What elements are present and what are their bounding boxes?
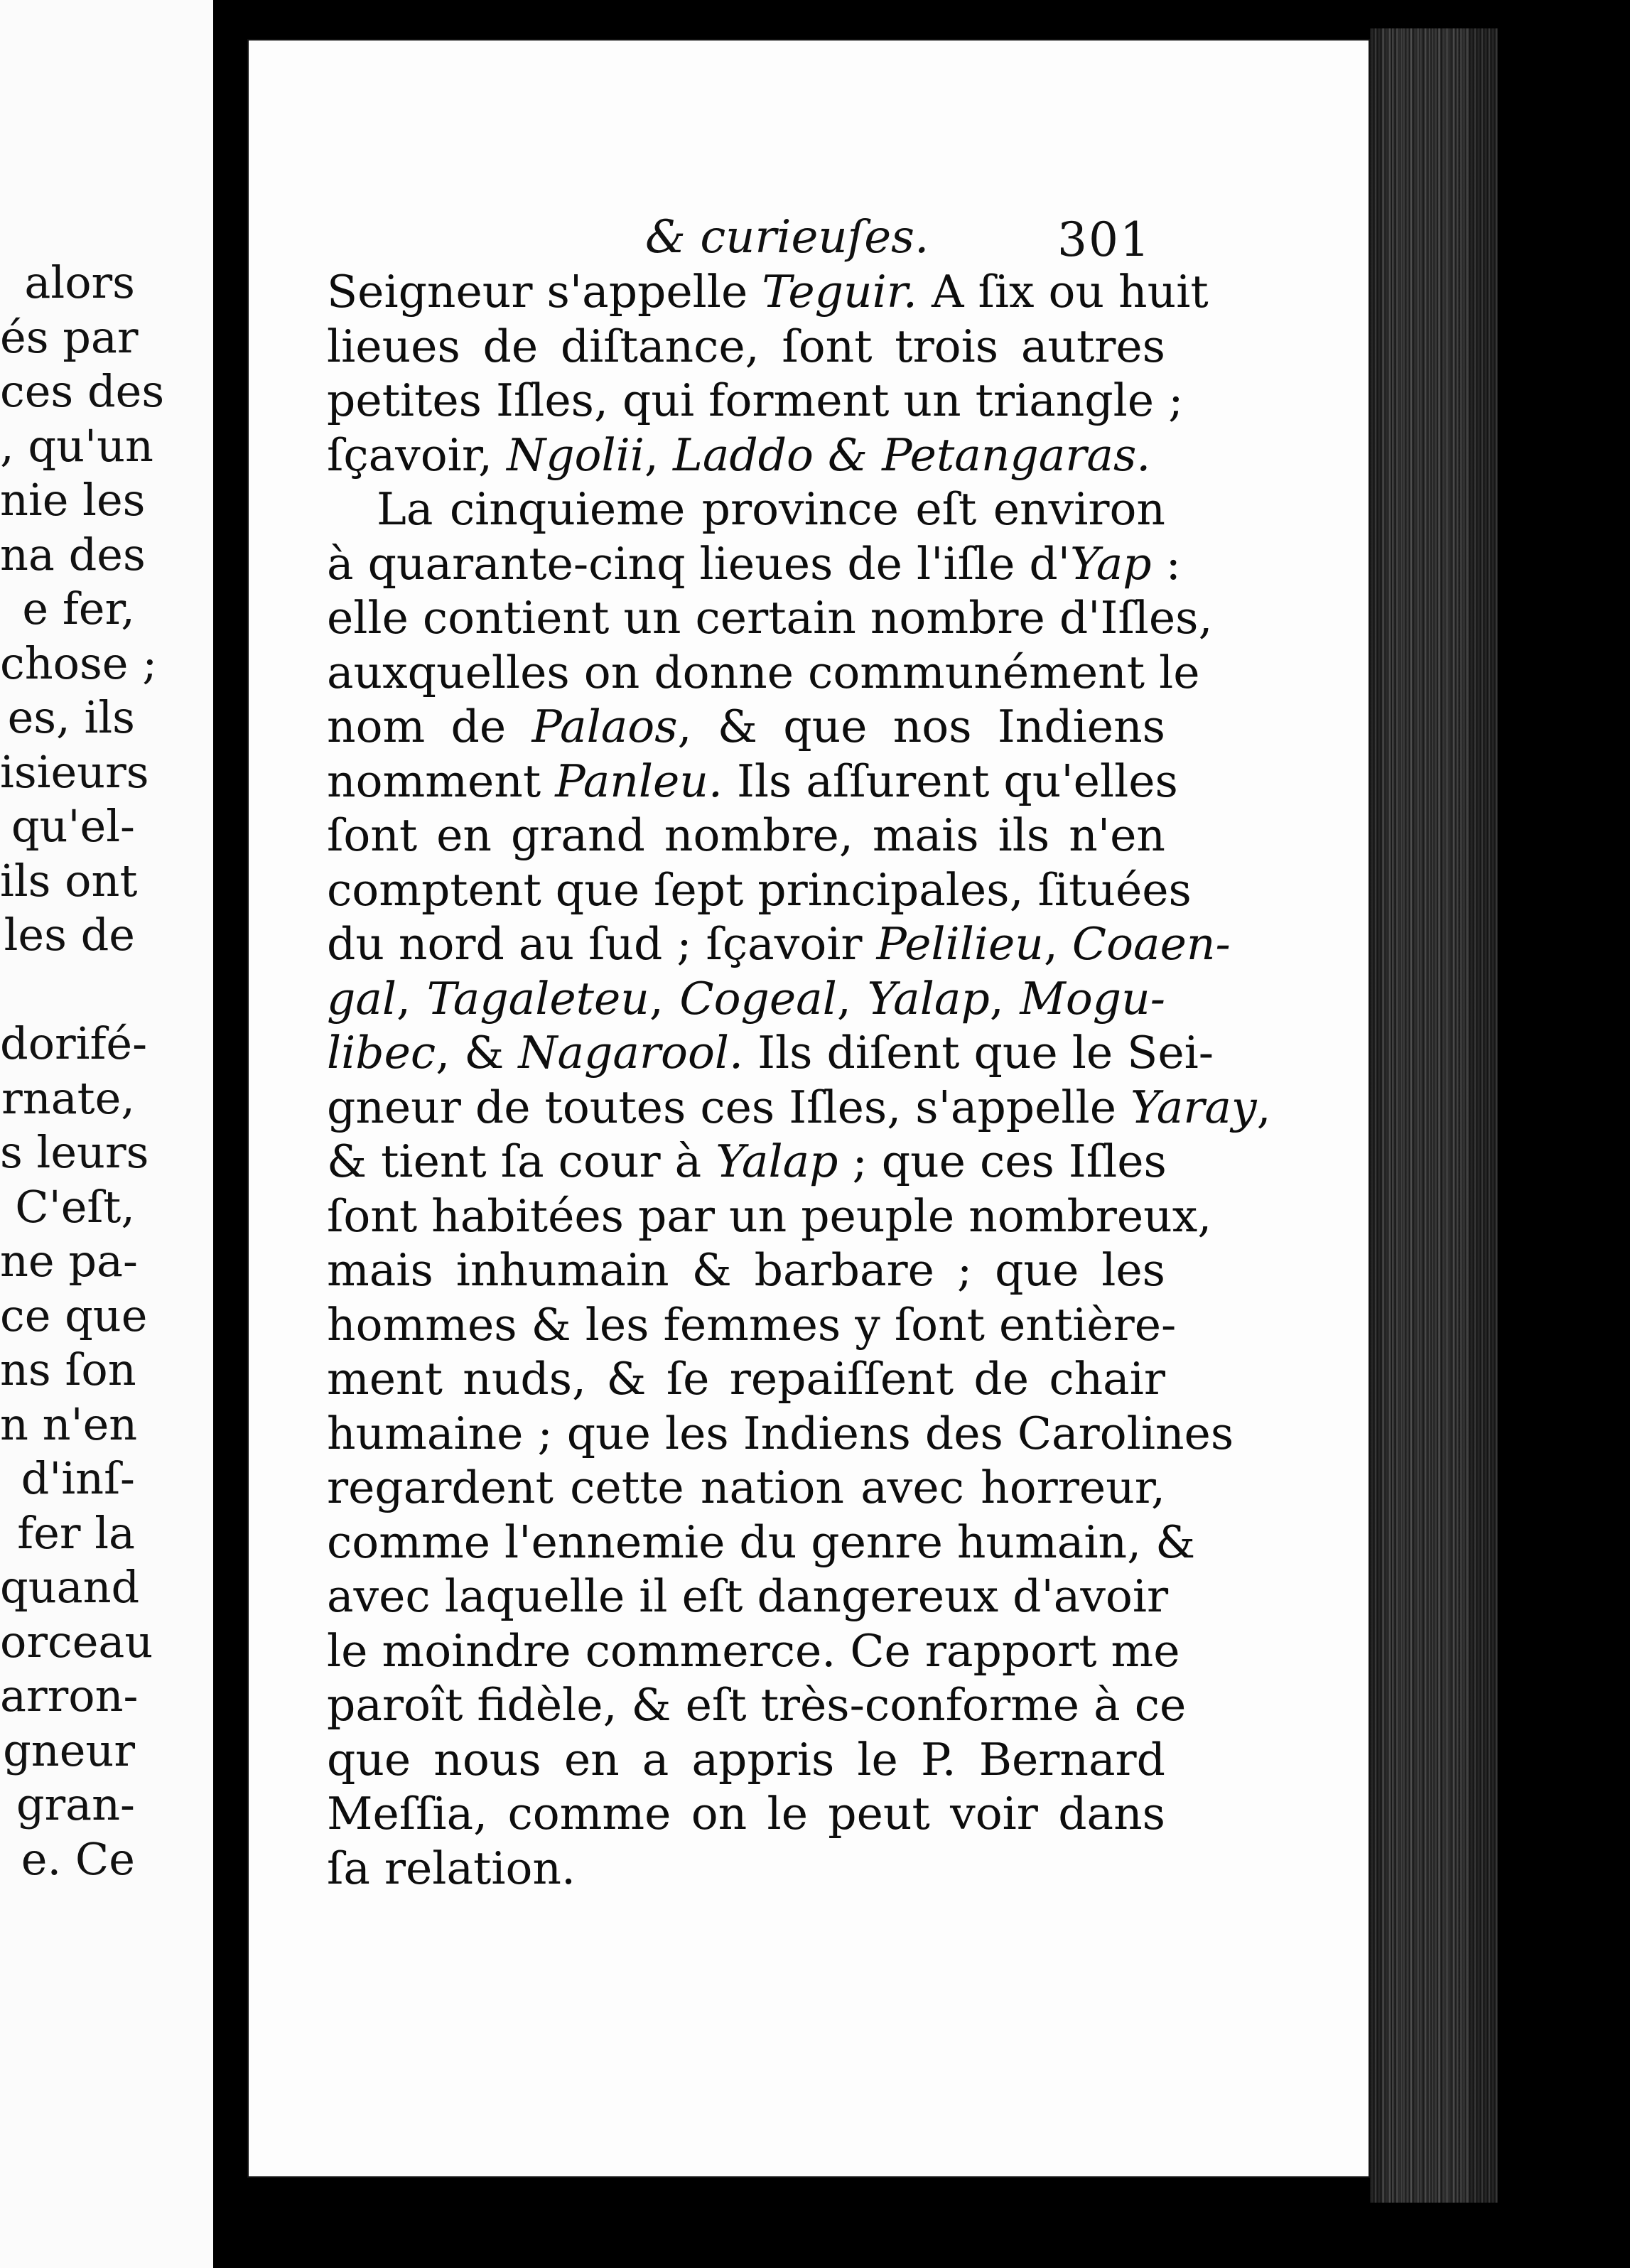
right-page: [247, 39, 1370, 2178]
text-segment: , &: [436, 1027, 519, 1079]
left-page-line: [0, 963, 213, 1017]
left-page-line: na des: [0, 528, 146, 580]
left-page-text: [0, 256, 213, 1886]
text-line: [327, 646, 1200, 701]
text-line: [327, 1298, 1177, 1353]
text-line: [327, 591, 1213, 646]
text-segment: ; que ces Iſles: [838, 1135, 1167, 1187]
left-page-line: gneur: [3, 1724, 135, 1776]
page-number: 301: [1057, 212, 1151, 267]
book-fore-edge: [1370, 28, 1498, 2203]
text-line: [327, 917, 1231, 972]
text-segment: :: [1151, 537, 1181, 590]
text-line: [327, 1787, 1165, 1842]
text-line: [327, 374, 1184, 428]
text-segment: du nord au ſud ; ſçavoir: [327, 918, 877, 970]
italic-text: Palaos: [531, 701, 678, 752]
italic-text: Yap: [1070, 537, 1152, 590]
italic-text: Yalap: [716, 1135, 838, 1187]
text-segment: Meſſia, comme on le peut voir dans: [327, 1788, 1165, 1840]
left-page: [0, 0, 213, 2268]
text-segment: paroît fidèle, & eſt très-conforme à ce: [327, 1679, 1187, 1731]
book-gutter: [213, 0, 247, 2268]
text-line: [327, 1026, 1214, 1081]
text-line: [327, 809, 1165, 863]
left-page-line: n n'en: [0, 1398, 138, 1450]
text-segment: ,: [1043, 918, 1072, 970]
italic-text: Yaray: [1130, 1081, 1257, 1133]
text-segment: Ils diſent que le Sei-: [743, 1027, 1214, 1079]
text-line: [327, 265, 1209, 320]
text-segment: & tient ſa cour à: [327, 1135, 716, 1187]
text-segment: ſont habitées par un peuple nombreux,: [327, 1189, 1212, 1242]
left-page-line: e fer,: [22, 583, 135, 634]
left-page-line: qu'el-: [11, 800, 135, 852]
text-line: [327, 1570, 1169, 1624]
left-page-line: arron-: [0, 1670, 139, 1722]
left-page-line: s leurs: [0, 1126, 149, 1178]
text-line: [327, 1135, 1165, 1189]
left-page-line: d'inſ-: [21, 1452, 135, 1504]
italic-text: Yalap: [867, 972, 990, 1025]
left-page-line: es, ils: [7, 691, 135, 743]
text-line: [327, 755, 1178, 809]
text-segment: lieues de diſtance, ſont trois autres: [327, 320, 1165, 372]
italic-text: Teguir.: [762, 266, 917, 318]
text-line: [327, 1189, 1212, 1244]
text-segment: ment nuds, & ſe repaiſſent de chair: [327, 1353, 1165, 1405]
italic-text: Coaen-: [1072, 918, 1231, 970]
left-page-line: ils ont: [0, 854, 138, 907]
text-line: [327, 863, 1192, 918]
text-segment: comme l'ennemie du genre humain, &: [327, 1516, 1196, 1568]
italic-text: gal: [327, 972, 397, 1025]
text-segment: ,: [396, 972, 427, 1025]
text-line: [327, 700, 1165, 755]
text-line: [327, 1624, 1180, 1679]
italic-text: Cogeal: [679, 972, 837, 1025]
text-segment: petites Iſles, qui forment un triangle ;: [327, 374, 1184, 426]
text-line: [327, 1352, 1165, 1407]
text-segment: à quarante-cinq lieues de l'iſle d': [327, 537, 1071, 590]
text-segment: le moindre commerce. Ce rapport me: [327, 1624, 1180, 1677]
text-line: [327, 1461, 1165, 1516]
italic-text: Panleu.: [555, 755, 723, 807]
left-page-line: rnate,: [1, 1071, 135, 1124]
left-page-line: gran-: [16, 1778, 135, 1830]
text-segment: auxquelles on donne communément le: [327, 646, 1200, 698]
left-page-line: alors: [24, 256, 135, 308]
left-page-line: ces des: [0, 365, 165, 417]
text-line: [327, 1842, 1165, 1896]
text-line: [327, 1407, 1234, 1462]
italic-text: Laddo & Petangaras.: [672, 428, 1151, 481]
italic-text: Pelilieu: [876, 918, 1044, 970]
text-line: [327, 1243, 1165, 1298]
italic-text: libec: [327, 1027, 436, 1079]
text-segment: La cinquieme province eſt environ: [377, 483, 1165, 535]
italic-text: Ngolii: [507, 428, 644, 481]
text-segment: regardent cette nation avec horreur,: [327, 1462, 1165, 1513]
text-segment: ſont en grand nombre, mais ils n'en: [327, 809, 1165, 861]
text-line: [327, 537, 1181, 592]
text-segment: humaine ; que les Indiens des Carolines: [327, 1407, 1234, 1459]
left-page-line: fer la: [17, 1506, 135, 1559]
text-segment: comptent que ſept principales, ſituées: [327, 863, 1192, 916]
left-page-line: és par: [0, 310, 139, 363]
italic-text: Tagaleteu: [426, 972, 649, 1025]
text-segment: elle contient un certain nombre d'Iſles,: [327, 592, 1213, 644]
italic-text: Nagarool.: [518, 1027, 744, 1079]
text-line: [327, 972, 1165, 1027]
text-segment: Ils aſſurent qu'elles: [722, 755, 1178, 807]
page-header: [247, 204, 1370, 275]
text-line: [327, 1516, 1196, 1570]
left-page-line: nie les: [0, 474, 146, 526]
left-page-line: dorifé-: [0, 1017, 148, 1069]
left-page-line: ce que: [0, 1289, 148, 1341]
text-line: [327, 1081, 1271, 1135]
text-line: [327, 1678, 1187, 1733]
left-page-line: ns ſon: [0, 1344, 136, 1395]
left-page-line: , qu'un: [0, 419, 153, 472]
left-page-line: les de: [4, 909, 135, 961]
text-segment: ,: [644, 428, 673, 481]
left-page-line: isieurs: [0, 745, 149, 798]
text-segment: Seigneur s'appelle: [327, 266, 762, 318]
text-segment: ,: [989, 972, 1020, 1025]
text-segment: ſa relation.: [327, 1842, 576, 1894]
scan-background: [1498, 0, 1630, 2268]
text-segment: nom de: [327, 701, 532, 752]
text-segment: hommes & les femmes y ſont entière-: [327, 1298, 1177, 1351]
italic-text: Mogu-: [1020, 972, 1166, 1025]
left-page-line: quand: [0, 1561, 140, 1613]
text-segment: que nous en a appris le P. Bernard: [327, 1733, 1165, 1786]
left-page-line: C'eſt,: [15, 1180, 135, 1233]
text-segment: ,: [649, 972, 680, 1025]
text-segment: A ſix ou huit: [917, 266, 1209, 318]
text-segment: ,: [836, 972, 868, 1025]
text-segment: nomment: [327, 755, 556, 807]
left-page-line: ne pa-: [0, 1235, 138, 1287]
text-segment: ſçavoir,: [327, 428, 507, 481]
running-head: & curieuſes.: [645, 211, 929, 264]
left-page-line: orceau: [0, 1615, 153, 1668]
text-segment: gneur de toutes ces Iſles, s'appelle: [327, 1081, 1131, 1133]
left-page-line: chose ;: [0, 637, 158, 689]
text-line: [327, 1733, 1165, 1788]
text-segment: ,: [1256, 1081, 1271, 1133]
text-segment: avec laquelle il eſt dangereux d'avoir: [327, 1570, 1169, 1622]
text-line: [327, 482, 1165, 537]
text-line: [327, 320, 1165, 374]
page-body-text: [327, 265, 1271, 1896]
text-segment: , & que nos Indiens: [677, 701, 1165, 752]
text-line: [327, 428, 1165, 483]
left-page-line: e. Ce: [21, 1832, 135, 1885]
text-segment: mais inhumain & barbare ; que les: [327, 1244, 1165, 1296]
